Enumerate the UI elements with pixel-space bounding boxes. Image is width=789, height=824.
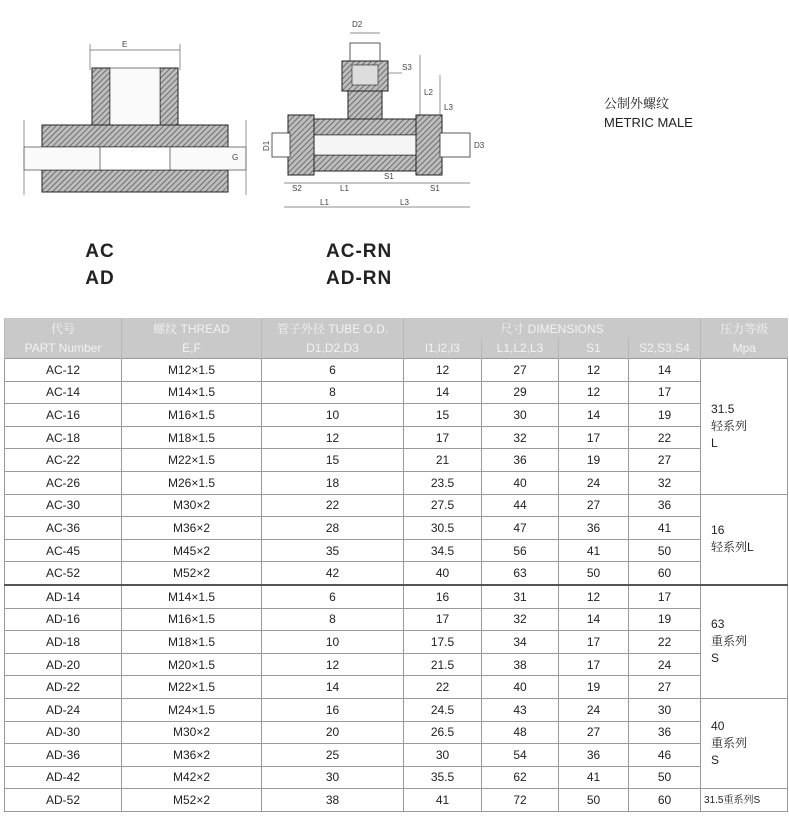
cell-thread: M24×1.5 xyxy=(122,698,262,721)
table-row xyxy=(5,766,788,789)
dim-s1-right: S1 xyxy=(430,184,440,193)
header-s1: S1 xyxy=(559,338,629,359)
table-row xyxy=(5,539,788,562)
dim-s3: S3 xyxy=(402,63,412,72)
cell-s1: 24 xyxy=(559,471,629,494)
cell-s1: 27 xyxy=(559,721,629,744)
cell-part: AC-22 xyxy=(5,449,122,472)
cell-l: 29 xyxy=(482,381,559,404)
cell-l: 32 xyxy=(482,608,559,631)
cell-thread: M18×1.5 xyxy=(122,631,262,654)
cell-l: 41 xyxy=(404,789,482,812)
dim-l1-outer: L1 xyxy=(320,198,329,207)
header-part-cn: 代号 xyxy=(5,318,122,338)
cell-l: 21.5 xyxy=(404,653,482,676)
pressure-cell xyxy=(701,698,788,788)
cell-thread: M30×2 xyxy=(122,494,262,517)
cell-tube: 12 xyxy=(262,653,404,676)
table-row xyxy=(5,359,788,382)
cell-s2: 22 xyxy=(629,631,701,654)
pressure-cell xyxy=(701,789,788,812)
tee-assembly-drawing xyxy=(262,15,530,225)
cell-thread: M14×1.5 xyxy=(122,585,262,608)
cell-l: 30.5 xyxy=(404,517,482,540)
cell-l: 30 xyxy=(482,404,559,427)
cell-s1: 50 xyxy=(559,562,629,585)
table-row xyxy=(5,517,788,540)
cell-s2: 60 xyxy=(629,789,701,812)
cell-s1: 12 xyxy=(559,585,629,608)
cell-thread: M26×1.5 xyxy=(122,471,262,494)
cell-s2: 46 xyxy=(629,744,701,767)
cell-part: AC-14 xyxy=(5,381,122,404)
cell-l: 48 xyxy=(482,721,559,744)
cell-s1: 17 xyxy=(559,653,629,676)
cell-s1: 27 xyxy=(559,494,629,517)
dim-l3-vertical: L3 xyxy=(444,103,453,112)
table-row xyxy=(5,381,788,404)
cell-s1: 19 xyxy=(559,676,629,699)
cell-tube: 18 xyxy=(262,471,404,494)
cell-tube: 15 xyxy=(262,449,404,472)
cell-tube: 16 xyxy=(262,698,404,721)
cell-part: AD-30 xyxy=(5,721,122,744)
cell-l: 40 xyxy=(482,471,559,494)
cell-l: 23.5 xyxy=(404,471,482,494)
cell-s2: 24 xyxy=(629,653,701,676)
cell-tube: 10 xyxy=(262,404,404,427)
table-row xyxy=(5,631,788,654)
cell-tube: 8 xyxy=(262,608,404,631)
dim-d3: D3 xyxy=(474,141,485,150)
dim-s2: S2 xyxy=(292,184,302,193)
cell-part: AC-30 xyxy=(5,494,122,517)
cell-tube: 35 xyxy=(262,539,404,562)
cell-l: 12 xyxy=(404,359,482,382)
table-row xyxy=(5,471,788,494)
cell-s2: 22 xyxy=(629,426,701,449)
cell-l: 38 xyxy=(482,653,559,676)
cell-tube: 12 xyxy=(262,426,404,449)
cell-s2: 17 xyxy=(629,381,701,404)
cell-l: 22 xyxy=(404,676,482,699)
cell-l: 30 xyxy=(404,744,482,767)
cell-thread: M52×2 xyxy=(122,789,262,812)
pressure-series: 重系列 xyxy=(711,736,748,751)
cell-tube: 42 xyxy=(262,562,404,585)
table-row xyxy=(5,744,788,767)
cell-s2: 50 xyxy=(629,766,701,789)
cell-s2: 19 xyxy=(629,404,701,427)
dimension-table xyxy=(4,318,788,812)
cell-l: 40 xyxy=(404,562,482,585)
header-d: D1,D2,D3 xyxy=(262,338,404,359)
technical-drawing xyxy=(0,0,789,300)
thread-type-en: METRIC MALE xyxy=(604,115,693,130)
cell-l: 34.5 xyxy=(404,539,482,562)
cell-part: AC-18 xyxy=(5,426,122,449)
pressure-value: 31.5重系列S xyxy=(704,794,761,806)
cell-part: AC-36 xyxy=(5,517,122,540)
cell-l: 17 xyxy=(404,426,482,449)
cell-part: AD-24 xyxy=(5,698,122,721)
table-row xyxy=(5,585,788,608)
header-s2: S2,S3,S4 xyxy=(629,338,701,359)
cell-l: 17.5 xyxy=(404,631,482,654)
cell-thread: M16×1.5 xyxy=(122,404,262,427)
table-row xyxy=(5,789,788,812)
cell-thread: M22×1.5 xyxy=(122,449,262,472)
cell-s1: 36 xyxy=(559,517,629,540)
cell-l: 63 xyxy=(482,562,559,585)
cell-s1: 17 xyxy=(559,426,629,449)
header-l-large: L1,L2,L3 xyxy=(482,338,559,359)
cell-thread: M14×1.5 xyxy=(122,381,262,404)
cell-s2: 27 xyxy=(629,449,701,472)
cell-tube: 25 xyxy=(262,744,404,767)
cell-part: AC-45 xyxy=(5,539,122,562)
cell-part: AC-12 xyxy=(5,359,122,382)
cell-s2: 36 xyxy=(629,721,701,744)
cell-part: AC-16 xyxy=(5,404,122,427)
header-dimensions: 尺寸 DIMENSIONS xyxy=(404,318,701,338)
pressure-value: 63 xyxy=(711,617,725,632)
cell-thread: M36×2 xyxy=(122,744,262,767)
dim-d2: D2 xyxy=(352,20,363,29)
cell-l: 17 xyxy=(404,608,482,631)
cell-l: 54 xyxy=(482,744,559,767)
tee-body-section-drawing xyxy=(10,30,250,230)
table-row xyxy=(5,676,788,699)
table-row xyxy=(5,404,788,427)
table-header-row-2 xyxy=(5,338,788,359)
cell-s1: 24 xyxy=(559,698,629,721)
model-ad: AD xyxy=(85,268,115,289)
cell-tube: 30 xyxy=(262,766,404,789)
cell-thread: M52×2 xyxy=(122,562,262,585)
header-l-small: l1,l2,l3 xyxy=(404,338,482,359)
cell-s1: 12 xyxy=(559,381,629,404)
cell-tube: 10 xyxy=(262,631,404,654)
cell-s1: 19 xyxy=(559,449,629,472)
header-mpa: Mpa xyxy=(701,338,788,359)
dim-l3-horizontal: L3 xyxy=(400,198,409,207)
thread-type-note xyxy=(604,94,693,132)
cell-l: 62 xyxy=(482,766,559,789)
table-row xyxy=(5,562,788,585)
table-row xyxy=(5,494,788,517)
cell-s2: 30 xyxy=(629,698,701,721)
table-body xyxy=(5,359,788,812)
table-row xyxy=(5,698,788,721)
cell-part: AD-20 xyxy=(5,653,122,676)
cell-tube: 6 xyxy=(262,359,404,382)
cell-l: 56 xyxy=(482,539,559,562)
cell-part: AD-42 xyxy=(5,766,122,789)
cell-l: 35.5 xyxy=(404,766,482,789)
cell-s1: 41 xyxy=(559,766,629,789)
pressure-value: 16 xyxy=(711,523,725,538)
cell-l: 16 xyxy=(404,585,482,608)
cell-s2: 17 xyxy=(629,585,701,608)
cell-thread: M12×1.5 xyxy=(122,359,262,382)
cell-part: AC-26 xyxy=(5,471,122,494)
table-row xyxy=(5,449,788,472)
dim-l1-inner: L1 xyxy=(340,184,349,193)
table-row xyxy=(5,721,788,744)
cell-part: AD-18 xyxy=(5,631,122,654)
dim-l2: L2 xyxy=(424,88,433,97)
cell-tube: 20 xyxy=(262,721,404,744)
cell-thread: M42×2 xyxy=(122,766,262,789)
cell-tube: 14 xyxy=(262,676,404,699)
table-row xyxy=(5,426,788,449)
cell-s2: 27 xyxy=(629,676,701,699)
cell-part: AD-16 xyxy=(5,608,122,631)
pressure-suffix: S xyxy=(711,753,720,768)
cell-l: 32 xyxy=(482,426,559,449)
cell-l: 14 xyxy=(404,381,482,404)
cell-s1: 12 xyxy=(559,359,629,382)
cell-l: 21 xyxy=(404,449,482,472)
cell-l: 34 xyxy=(482,631,559,654)
cell-s2: 60 xyxy=(629,562,701,585)
pressure-cell xyxy=(701,585,788,698)
cell-thread: M20×1.5 xyxy=(122,653,262,676)
cell-s2: 36 xyxy=(629,494,701,517)
cell-thread: M45×2 xyxy=(122,539,262,562)
cell-l: 27.5 xyxy=(404,494,482,517)
cell-s2: 50 xyxy=(629,539,701,562)
cell-s2: 41 xyxy=(629,517,701,540)
cell-l: 47 xyxy=(482,517,559,540)
cell-s1: 14 xyxy=(559,404,629,427)
cell-l: 40 xyxy=(482,676,559,699)
cell-l: 26.5 xyxy=(404,721,482,744)
thread-type-cn: 公制外螺纹 xyxy=(604,96,670,111)
cell-tube: 22 xyxy=(262,494,404,517)
cell-s2: 19 xyxy=(629,608,701,631)
model-ac-rn: AC-RN xyxy=(326,241,393,262)
dim-d1: D1 xyxy=(262,140,271,151)
pressure-cell xyxy=(701,359,788,495)
cell-l: 44 xyxy=(482,494,559,517)
pressure-series: 轻系列L xyxy=(711,540,754,555)
cell-tube: 6 xyxy=(262,585,404,608)
cell-l: 31 xyxy=(482,585,559,608)
table-header-row-1 xyxy=(5,318,788,338)
cell-s1: 17 xyxy=(559,631,629,654)
cell-l: 72 xyxy=(482,789,559,812)
cell-l: 36 xyxy=(482,449,559,472)
cell-part: AD-36 xyxy=(5,744,122,767)
cell-tube: 28 xyxy=(262,517,404,540)
pressure-cell xyxy=(701,494,788,585)
model-label-rn xyxy=(326,238,426,292)
dim-s1-center: S1 xyxy=(384,172,394,181)
pressure-value: 40 xyxy=(711,719,725,734)
cell-s1: 50 xyxy=(559,789,629,812)
dim-e: E xyxy=(122,40,128,49)
cell-thread: M30×2 xyxy=(122,721,262,744)
pressure-suffix: S xyxy=(711,651,720,666)
model-ad-rn: AD-RN xyxy=(326,268,393,289)
cell-part: AD-14 xyxy=(5,585,122,608)
header-pressure-cn: 压力等级 xyxy=(701,318,788,338)
cell-s2: 14 xyxy=(629,359,701,382)
dim-g: G xyxy=(232,153,239,162)
cell-s1: 14 xyxy=(559,608,629,631)
pressure-value: 31.5 xyxy=(711,401,735,416)
header-part-number: PART Number xyxy=(5,338,122,359)
cell-l: 24.5 xyxy=(404,698,482,721)
cell-thread: M36×2 xyxy=(122,517,262,540)
cell-tube: 8 xyxy=(262,381,404,404)
pressure-series: 轻系列 xyxy=(711,418,748,433)
cell-s1: 36 xyxy=(559,744,629,767)
cell-thread: M16×1.5 xyxy=(122,608,262,631)
model-label-ac-ad xyxy=(80,238,120,292)
cell-part: AD-22 xyxy=(5,676,122,699)
cell-part: AC-52 xyxy=(5,562,122,585)
cell-l: 43 xyxy=(482,698,559,721)
pressure-suffix: L xyxy=(711,435,718,450)
header-ef: E,F xyxy=(122,338,262,359)
model-ac: AC xyxy=(85,241,115,262)
table-row xyxy=(5,653,788,676)
cell-s2: 32 xyxy=(629,471,701,494)
cell-thread: M22×1.5 xyxy=(122,676,262,699)
cell-l: 27 xyxy=(482,359,559,382)
table-row xyxy=(5,608,788,631)
header-thread: 螺纹 THREAD xyxy=(122,318,262,338)
cell-part: AD-52 xyxy=(5,789,122,812)
cell-thread: M18×1.5 xyxy=(122,426,262,449)
cell-s1: 41 xyxy=(559,539,629,562)
pressure-series: 重系列 xyxy=(711,634,748,649)
header-tube: 管子外径 TUBE O.D. xyxy=(262,318,404,338)
cell-l: 15 xyxy=(404,404,482,427)
cell-tube: 38 xyxy=(262,789,404,812)
